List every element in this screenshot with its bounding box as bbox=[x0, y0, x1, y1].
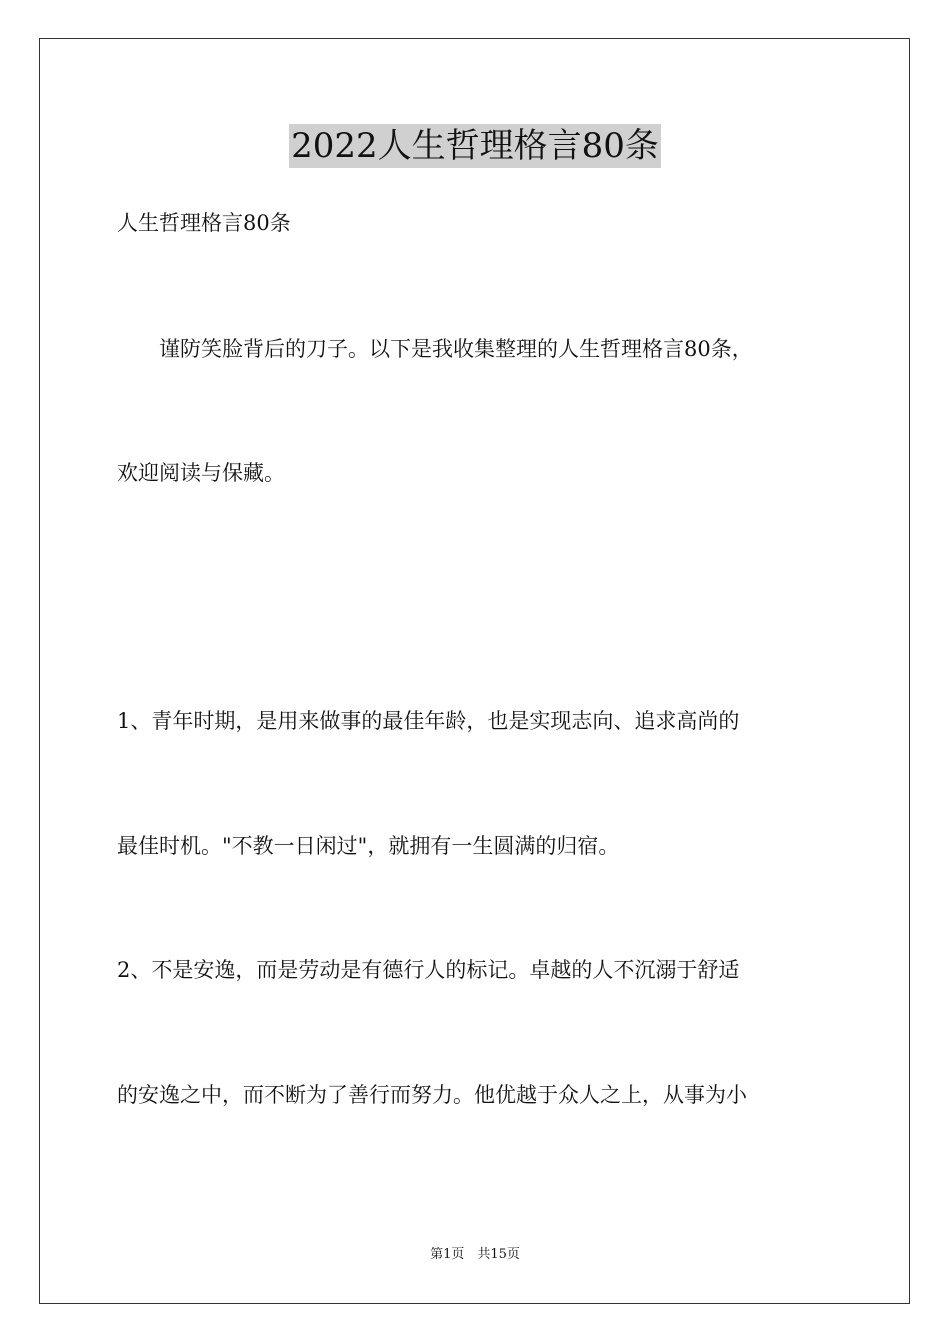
item-1-line-1: 1、青年时期，是用来做事的最佳年龄，也是实现志向、追求高尚的 bbox=[117, 709, 740, 733]
document-title: 2022人生哲理格言80条 bbox=[291, 126, 659, 166]
item-1-line-2: 最佳时机。"不教一日闲过"，就拥有一生圆满的归宿。 bbox=[117, 834, 620, 858]
intro-line-2: 欢迎阅读与保藏。 bbox=[117, 461, 285, 485]
intro-line-1: 谨防笑脸背后的刀子。以下是我收集整理的人生哲理格言80条， bbox=[117, 337, 753, 361]
item-2-line-2: 的安逸之中，而不断为了善行而努力。他优越于众人之上，从事为小 bbox=[117, 1083, 747, 1107]
subtitle-line: 人生哲理格言80条 bbox=[117, 211, 291, 235]
page-number-footer: 第1页 共15页 bbox=[430, 1247, 520, 1262]
title-container bbox=[0, 124, 950, 168]
item-2-line-1: 2、不是安逸，而是劳动是有德行人的标记。卓越的人不沉溺于舒适 bbox=[117, 958, 740, 982]
